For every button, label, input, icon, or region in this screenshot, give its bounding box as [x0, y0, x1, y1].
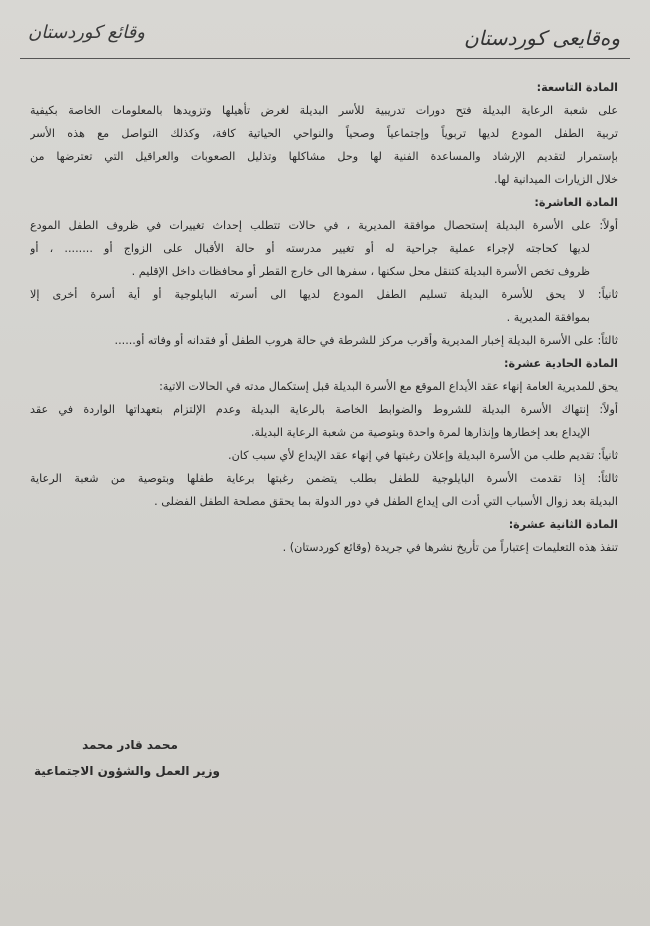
- text-line: تربية الطفل المودع لديها تربوياً وإجتماعياً وصحياً والنواحي الحياتية كافة، وكذلك التواصل مع هذه الأسر: [30, 127, 618, 140]
- gazette-title-arabic: وقائع كوردستان: [28, 22, 145, 43]
- text-line: ظروف تخص الأسرة البديلة كتنقل محل سكنها ، سفرها الى خارج القطر أو محافظات داخل الإقليم .: [131, 265, 590, 278]
- article-12-heading: المادة الثانية عشرة:: [508, 518, 618, 531]
- text-line: البديلة بعد زوال الأسباب التي أدت الى إيداع الطفل في دور الدولة بما يحقق مصلحة الطفل الفضلى .: [154, 495, 618, 508]
- text-line: الإيداع بعد إخطارها وإنذارها لمرة واحدة وبتوصية من شعبة الرعاية البديلة.: [250, 426, 590, 439]
- text-line: ثانياً: لا يحق للأسرة البديلة تسليم الطفل المودع لديها الى أسرته البايلوجية أو أية أسرة أخرى إلا: [30, 288, 618, 301]
- document-body: [30, 76, 618, 559]
- header-divider: [20, 58, 630, 59]
- text-line: بإستمرار لتقديم الإرشاد والمساعدة الفنية لها وحل مشاكلها وتذليل الصعوبات والعراقيل التي تعترضها من: [30, 150, 618, 163]
- article-9-heading: المادة التاسعة:: [536, 81, 618, 94]
- gazette-title-kurdish: وەقایعی كوردستان: [463, 26, 620, 50]
- text-line: ثالثاً: إذا تقدمت الأسرة البايلوجية للطفل بطلب يتضمن رغبتها برعاية طفلها وبتوصية من شعبة الرعاية: [30, 472, 618, 485]
- article-10-heading: المادة العاشرة:: [534, 196, 618, 209]
- text-line: أولاً: على الأسرة البديلة إستحصال موافقة المديرية ، في حالات تتطلب إحداث تغييرات في ظروف الطفل المودع: [30, 219, 618, 232]
- article-11-heading: المادة الحادية عشرة:: [504, 357, 618, 370]
- text-line: خلال الزيارات الميدانية لها.: [493, 173, 618, 186]
- text-line: تنفذ هذه التعليمات إعتباراً من تأريخ نشرها في جريدة (وقائع كوردستان) .: [282, 541, 618, 554]
- text-line: على شعبة الرعاية البديلة فتح دورات تدريبية للأسر البديلة لغرض تأهيلها وتزويدها بالمعلومات الخاصة بكيفية: [30, 104, 618, 117]
- signature-title: وزير العمل والشؤون الاجتماعية: [33, 764, 220, 778]
- signature-name: محمد قادر محمد: [82, 738, 178, 752]
- text-line: ثالثاً: على الأسرة البديلة إخبار المديرية وأقرب مركز للشرطة في حالة هروب الطفل أو فقدانه أو وفاته أو......: [114, 334, 618, 347]
- text-line: يحق للمديرية العامة إنهاء عقد الأيداع الموقع مع الأسرة البديلة قبل إستكمال مدته في الحالات الاتية:: [159, 380, 618, 393]
- text-line: بموافقة المديرية .: [506, 311, 590, 324]
- text-line: أولاً: إنتهاك الأسرة البديلة للشروط والضوابط الخاصة بالرعاية البديلة وعدم الإلتزام بتعهداتها الواردة في عقد: [30, 403, 618, 416]
- text-line: ثانياً: تقديم طلب من الأسرة البديلة وإعلان رغبتها في إنهاء عقد الإيداع لأي سبب كان.: [228, 449, 618, 462]
- text-line: لديها كحاجته لإجراء عملية جراحية له أو تغيير مدرسته أو حالة الأقبال على الزواج أو ........ ، أو: [30, 242, 590, 255]
- page-header: [0, 0, 650, 70]
